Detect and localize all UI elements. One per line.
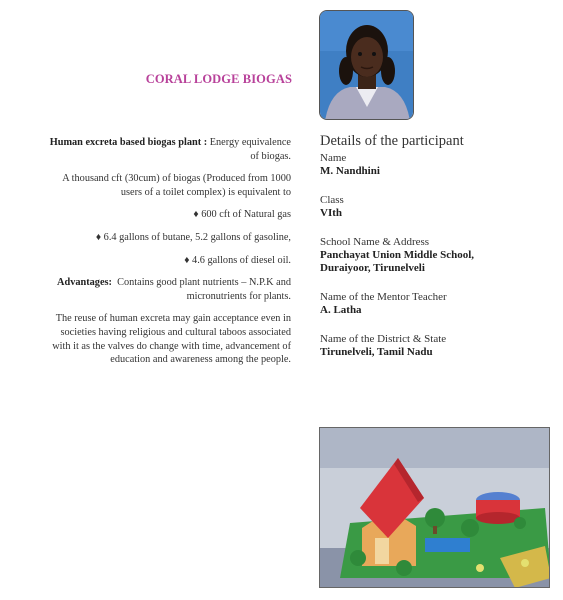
intro-paragraph bbox=[6, 136, 291, 163]
reuse-line-2: societies having religious and cultural taboos associated bbox=[60, 326, 291, 338]
class-label: Class bbox=[320, 194, 344, 206]
intro-text-2: of biogas. bbox=[250, 150, 291, 162]
school-value-line-1: Panchayat Union Middle School, bbox=[320, 249, 475, 261]
bullet-text: 600 cft of Natural gas bbox=[201, 209, 291, 221]
page-title: CORAL LODGE BIOGAS bbox=[145, 72, 292, 86]
name-label: Name bbox=[320, 152, 347, 164]
intro-bold: Human excreta based biogas plant : bbox=[49, 137, 208, 148]
bullet-natural-gas bbox=[6, 208, 291, 222]
advantages-bold: Advantages: bbox=[57, 277, 112, 289]
school-value-line-2: Duraiyoor, Tirunelveli bbox=[320, 262, 425, 274]
advantages-text: Contains good plant nutrients – N.P.K and bbox=[111, 277, 291, 289]
bullet-icon: ♦ bbox=[95, 231, 102, 243]
name-value: M. Nandhini bbox=[320, 165, 380, 177]
participant-details bbox=[320, 133, 560, 359]
bullet-butane bbox=[6, 231, 291, 245]
reuse-paragraph bbox=[6, 312, 291, 366]
district-label: Name of the District & State bbox=[320, 333, 447, 345]
details-heading: Details of the participant bbox=[320, 133, 464, 149]
bullet-text: 6.4 gallons of butane, 5.2 gallons of gasoline, bbox=[103, 231, 291, 243]
reuse-line-1: The reuse of human excreta may gain acceptance even in bbox=[55, 313, 291, 325]
advantages-paragraph bbox=[6, 276, 291, 303]
biogas-model-photo bbox=[319, 427, 550, 588]
advantages-text-2: micronutrients for plants. bbox=[186, 290, 291, 302]
bullet-text: 4.6 gallons of diesel oil. bbox=[192, 254, 291, 266]
biogas-model-image bbox=[320, 428, 550, 588]
bullet-icon: ♦ bbox=[184, 254, 190, 266]
bullet-diesel bbox=[6, 254, 291, 268]
participant-photo bbox=[319, 10, 414, 120]
school-label: School Name & Address bbox=[320, 236, 430, 248]
equivalence-line-2: users of a toilet complex) is equivalent to bbox=[120, 186, 291, 198]
class-value: VIth bbox=[320, 207, 343, 219]
description-column bbox=[6, 136, 291, 376]
bullet-icon: ♦ bbox=[193, 209, 199, 221]
district-value: Tirunelveli, Tamil Nadu bbox=[320, 346, 433, 358]
equivalence-paragraph bbox=[6, 172, 291, 199]
mentor-value: A. Latha bbox=[320, 304, 362, 316]
participant-photo-image bbox=[320, 11, 414, 120]
reuse-line-3: with it as the valves do change with time, advancement of bbox=[52, 340, 291, 352]
intro-text: Energy equivalence bbox=[207, 137, 291, 148]
mentor-label: Name of the Mentor Teacher bbox=[320, 291, 447, 303]
equivalence-line-1: A thousand cft (30cum) of biogas (Produced from 1000 bbox=[62, 173, 291, 185]
reuse-line-4: education and awareness among the people. bbox=[110, 354, 291, 366]
